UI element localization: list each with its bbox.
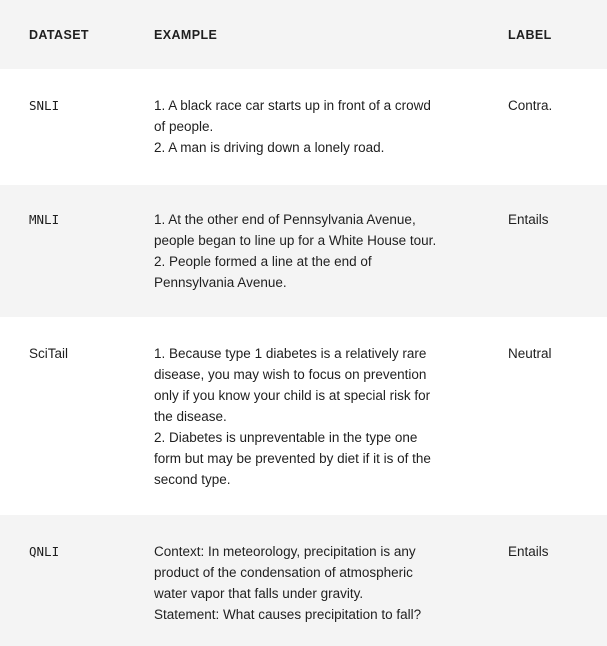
label-cell: Contra.: [508, 98, 553, 113]
table-row: [0, 69, 607, 185]
table-row: [0, 515, 607, 646]
header-example: EXAMPLE: [154, 28, 218, 42]
example-cell: [154, 95, 464, 158]
example-line: Statement: What causes precipitation to fall?: [154, 607, 422, 622]
example-line: Pennsylvania Avenue.: [154, 275, 287, 290]
label-cell: Entails: [508, 544, 549, 559]
label-cell: Neutral: [508, 346, 552, 361]
example-line: product of the condensation of atmospheric: [154, 565, 413, 580]
example-cell: [154, 209, 464, 293]
example-line: 1. At the other end of Pennsylvania Avenue,: [154, 212, 416, 227]
dataset-cell: SNLI: [29, 98, 60, 113]
dataset-cell: SciTail: [29, 346, 69, 361]
example-cell: [154, 541, 464, 625]
header-label: LABEL: [508, 28, 552, 42]
table-row: [0, 185, 607, 317]
header-dataset: DATASET: [29, 28, 89, 42]
example-line: form but may be prevented by diet if it is of the: [154, 451, 431, 466]
label-cell: Entails: [508, 212, 549, 227]
dataset-cell: QNLI: [29, 544, 60, 559]
example-line: 2. People formed a line at the end of: [154, 254, 372, 269]
example-line: 1. A black race car starts up in front of a crowd: [154, 98, 431, 113]
dataset-cell: MNLI: [29, 212, 60, 227]
example-line: only if you know your child is at special risk for: [154, 388, 431, 403]
example-line: disease, you may wish to focus on prevention: [154, 367, 427, 382]
table-header: [0, 0, 607, 69]
example-line: of people.: [154, 119, 214, 134]
example-cell: [154, 343, 464, 490]
example-line: second type.: [154, 472, 231, 487]
example-line: Context: In meteorology, precipitation is any: [154, 544, 416, 559]
example-line: 1. Because type 1 diabetes is a relatively rare: [154, 346, 427, 361]
example-line: people began to line up for a White House tour.: [154, 233, 437, 248]
example-line: 2. Diabetes is unpreventable in the type one: [154, 430, 418, 445]
example-line: 2. A man is driving down a lonely road.: [154, 140, 385, 155]
table-row: [0, 317, 607, 515]
example-line: the disease.: [154, 409, 227, 424]
example-line: water vapor that falls under gravity.: [154, 586, 364, 601]
